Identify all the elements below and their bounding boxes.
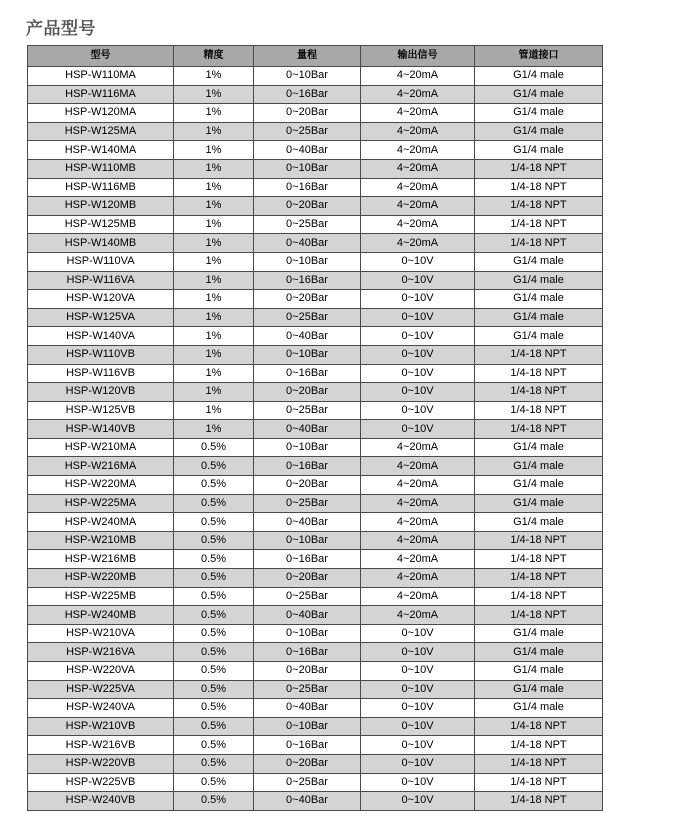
- cell-pipe-connection: 1/4-18 NPT: [475, 420, 603, 439]
- cell-model: HSP-W220VB: [28, 754, 174, 773]
- cell-model: HSP-W125MA: [28, 122, 174, 141]
- cell-model: HSP-W140VA: [28, 327, 174, 346]
- cell-pipe-connection: G1/4 male: [475, 680, 603, 699]
- table-row: [28, 345, 603, 364]
- table-row: [28, 624, 603, 643]
- cell-model: HSP-W240VA: [28, 699, 174, 718]
- cell-pipe-connection: G1/4 male: [475, 104, 603, 123]
- page-title: 产品型号: [26, 19, 96, 39]
- cell-accuracy: 0.5%: [174, 680, 254, 699]
- cell-output-signal: 4~20mA: [361, 159, 475, 178]
- cell-accuracy: 1%: [174, 271, 254, 290]
- cell-output-signal: 4~20mA: [361, 531, 475, 550]
- cell-range: 0~20Bar: [254, 662, 361, 681]
- table-row: [28, 383, 603, 402]
- cell-range: 0~16Bar: [254, 457, 361, 476]
- cell-model: HSP-W110MA: [28, 67, 174, 86]
- cell-accuracy: 1%: [174, 420, 254, 439]
- cell-range: 0~40Bar: [254, 141, 361, 160]
- product-model-table: [27, 45, 603, 811]
- cell-output-signal: 0~10V: [361, 754, 475, 773]
- cell-accuracy: 1%: [174, 345, 254, 364]
- cell-range: 0~10Bar: [254, 67, 361, 86]
- cell-range: 0~20Bar: [254, 290, 361, 309]
- cell-pipe-connection: 1/4-18 NPT: [475, 364, 603, 383]
- cell-model: HSP-W225VA: [28, 680, 174, 699]
- cell-accuracy: 0.5%: [174, 550, 254, 569]
- cell-pipe-connection: 1/4-18 NPT: [475, 736, 603, 755]
- cell-accuracy: 1%: [174, 85, 254, 104]
- cell-pipe-connection: G1/4 male: [475, 67, 603, 86]
- cell-pipe-connection: 1/4-18 NPT: [475, 345, 603, 364]
- header-model: 型号: [28, 46, 174, 67]
- cell-model: HSP-W216VB: [28, 736, 174, 755]
- table-row: [28, 699, 603, 718]
- cell-range: 0~20Bar: [254, 754, 361, 773]
- table-row: [28, 178, 603, 197]
- cell-range: 0~25Bar: [254, 401, 361, 420]
- cell-range: 0~20Bar: [254, 476, 361, 495]
- table-row: [28, 308, 603, 327]
- cell-model: HSP-W125VB: [28, 401, 174, 420]
- cell-model: HSP-W125VA: [28, 308, 174, 327]
- cell-range: 0~25Bar: [254, 494, 361, 513]
- table-row: [28, 513, 603, 532]
- cell-model: HSP-W120MA: [28, 104, 174, 123]
- cell-output-signal: 4~20mA: [361, 457, 475, 476]
- cell-pipe-connection: 1/4-18 NPT: [475, 197, 603, 216]
- cell-pipe-connection: G1/4 male: [475, 513, 603, 532]
- cell-accuracy: 1%: [174, 141, 254, 160]
- table-row: [28, 569, 603, 588]
- cell-pipe-connection: G1/4 male: [475, 308, 603, 327]
- cell-model: HSP-W225MB: [28, 587, 174, 606]
- table-row: [28, 197, 603, 216]
- cell-pipe-connection: 1/4-18 NPT: [475, 606, 603, 625]
- cell-output-signal: 4~20mA: [361, 197, 475, 216]
- cell-model: HSP-W240VB: [28, 792, 174, 811]
- header-range: 量程: [254, 46, 361, 67]
- cell-output-signal: 4~20mA: [361, 494, 475, 513]
- cell-accuracy: 0.5%: [174, 754, 254, 773]
- cell-range: 0~10Bar: [254, 159, 361, 178]
- cell-accuracy: 1%: [174, 122, 254, 141]
- table-row: [28, 494, 603, 513]
- cell-output-signal: 0~10V: [361, 792, 475, 811]
- cell-output-signal: 4~20mA: [361, 122, 475, 141]
- cell-model: HSP-W116VA: [28, 271, 174, 290]
- table-row: [28, 85, 603, 104]
- cell-output-signal: 0~10V: [361, 383, 475, 402]
- cell-output-signal: 0~10V: [361, 680, 475, 699]
- cell-pipe-connection: 1/4-18 NPT: [475, 401, 603, 420]
- table-row: [28, 717, 603, 736]
- cell-model: HSP-W110VB: [28, 345, 174, 364]
- cell-accuracy: 0.5%: [174, 569, 254, 588]
- cell-pipe-connection: G1/4 male: [475, 122, 603, 141]
- cell-output-signal: 0~10V: [361, 699, 475, 718]
- table-row: [28, 104, 603, 123]
- cell-output-signal: 0~10V: [361, 717, 475, 736]
- cell-range: 0~25Bar: [254, 215, 361, 234]
- cell-pipe-connection: 1/4-18 NPT: [475, 215, 603, 234]
- cell-model: HSP-W240MB: [28, 606, 174, 625]
- cell-model: HSP-W220MB: [28, 569, 174, 588]
- table-row: [28, 587, 603, 606]
- cell-range: 0~25Bar: [254, 122, 361, 141]
- table-row: [28, 327, 603, 346]
- cell-model: HSP-W210VA: [28, 624, 174, 643]
- table-row: [28, 643, 603, 662]
- table-row: [28, 122, 603, 141]
- cell-pipe-connection: G1/4 male: [475, 457, 603, 476]
- cell-pipe-connection: 1/4-18 NPT: [475, 587, 603, 606]
- cell-pipe-connection: G1/4 male: [475, 494, 603, 513]
- cell-range: 0~20Bar: [254, 383, 361, 402]
- table-row: [28, 754, 603, 773]
- cell-output-signal: 4~20mA: [361, 104, 475, 123]
- cell-output-signal: 4~20mA: [361, 550, 475, 569]
- cell-accuracy: 0.5%: [174, 624, 254, 643]
- cell-output-signal: 4~20mA: [361, 178, 475, 197]
- cell-accuracy: 1%: [174, 67, 254, 86]
- cell-range: 0~25Bar: [254, 680, 361, 699]
- cell-accuracy: 0.5%: [174, 438, 254, 457]
- header-row: [28, 46, 603, 67]
- cell-accuracy: 0.5%: [174, 513, 254, 532]
- cell-range: 0~20Bar: [254, 569, 361, 588]
- cell-range: 0~40Bar: [254, 234, 361, 253]
- header-accuracy: 精度: [174, 46, 254, 67]
- cell-model: HSP-W240MA: [28, 513, 174, 532]
- cell-range: 0~10Bar: [254, 345, 361, 364]
- cell-output-signal: 0~10V: [361, 643, 475, 662]
- table-row: [28, 420, 603, 439]
- cell-pipe-connection: 1/4-18 NPT: [475, 383, 603, 402]
- cell-output-signal: 0~10V: [361, 420, 475, 439]
- table-row: [28, 550, 603, 569]
- cell-pipe-connection: G1/4 male: [475, 327, 603, 346]
- cell-model: HSP-W220MA: [28, 476, 174, 495]
- cell-pipe-connection: G1/4 male: [475, 290, 603, 309]
- cell-output-signal: 0~10V: [361, 624, 475, 643]
- cell-accuracy: 1%: [174, 197, 254, 216]
- header-output-signal: 输出信号: [361, 46, 475, 67]
- cell-pipe-connection: 1/4-18 NPT: [475, 569, 603, 588]
- cell-range: 0~40Bar: [254, 327, 361, 346]
- cell-model: HSP-W120MB: [28, 197, 174, 216]
- cell-range: 0~16Bar: [254, 736, 361, 755]
- cell-output-signal: 0~10V: [361, 345, 475, 364]
- cell-pipe-connection: 1/4-18 NPT: [475, 178, 603, 197]
- cell-model: HSP-W140MB: [28, 234, 174, 253]
- table-row: [28, 438, 603, 457]
- cell-pipe-connection: G1/4 male: [475, 643, 603, 662]
- table-row: [28, 792, 603, 811]
- cell-output-signal: 4~20mA: [361, 215, 475, 234]
- cell-pipe-connection: G1/4 male: [475, 141, 603, 160]
- table-row: [28, 364, 603, 383]
- cell-output-signal: 4~20mA: [361, 438, 475, 457]
- cell-model: HSP-W140VB: [28, 420, 174, 439]
- cell-model: HSP-W225VB: [28, 773, 174, 792]
- cell-accuracy: 1%: [174, 178, 254, 197]
- cell-output-signal: 4~20mA: [361, 587, 475, 606]
- cell-pipe-connection: G1/4 male: [475, 624, 603, 643]
- cell-pipe-connection: 1/4-18 NPT: [475, 754, 603, 773]
- cell-model: HSP-W220VA: [28, 662, 174, 681]
- cell-range: 0~16Bar: [254, 643, 361, 662]
- cell-accuracy: 0.5%: [174, 662, 254, 681]
- cell-model: HSP-W216VA: [28, 643, 174, 662]
- cell-range: 0~40Bar: [254, 420, 361, 439]
- table-row: [28, 234, 603, 253]
- cell-pipe-connection: 1/4-18 NPT: [475, 159, 603, 178]
- cell-accuracy: 1%: [174, 215, 254, 234]
- cell-range: 0~40Bar: [254, 513, 361, 532]
- cell-range: 0~20Bar: [254, 104, 361, 123]
- cell-output-signal: 0~10V: [361, 364, 475, 383]
- cell-model: HSP-W116MB: [28, 178, 174, 197]
- cell-pipe-connection: G1/4 male: [475, 476, 603, 495]
- table-row: [28, 252, 603, 271]
- cell-model: HSP-W216MB: [28, 550, 174, 569]
- cell-model: HSP-W210MA: [28, 438, 174, 457]
- cell-model: HSP-W110VA: [28, 252, 174, 271]
- cell-model: HSP-W116VB: [28, 364, 174, 383]
- cell-accuracy: 0.5%: [174, 717, 254, 736]
- cell-model: HSP-W225MA: [28, 494, 174, 513]
- cell-accuracy: 0.5%: [174, 494, 254, 513]
- table-row: [28, 290, 603, 309]
- table-row: [28, 606, 603, 625]
- cell-range: 0~25Bar: [254, 308, 361, 327]
- cell-pipe-connection: 1/4-18 NPT: [475, 531, 603, 550]
- cell-output-signal: 0~10V: [361, 736, 475, 755]
- cell-output-signal: 4~20mA: [361, 513, 475, 532]
- cell-pipe-connection: 1/4-18 NPT: [475, 550, 603, 569]
- cell-pipe-connection: G1/4 male: [475, 438, 603, 457]
- cell-range: 0~10Bar: [254, 624, 361, 643]
- cell-accuracy: 0.5%: [174, 587, 254, 606]
- table-row: [28, 67, 603, 86]
- cell-accuracy: 1%: [174, 364, 254, 383]
- cell-output-signal: 0~10V: [361, 271, 475, 290]
- cell-range: 0~16Bar: [254, 178, 361, 197]
- cell-output-signal: 0~10V: [361, 773, 475, 792]
- cell-range: 0~25Bar: [254, 773, 361, 792]
- cell-accuracy: 0.5%: [174, 736, 254, 755]
- cell-accuracy: 1%: [174, 401, 254, 420]
- cell-model: HSP-W120VB: [28, 383, 174, 402]
- cell-pipe-connection: G1/4 male: [475, 271, 603, 290]
- table-row: [28, 662, 603, 681]
- header-pipe-connection: 管道接口: [475, 46, 603, 67]
- cell-model: HSP-W216MA: [28, 457, 174, 476]
- table-row: [28, 141, 603, 160]
- cell-accuracy: 1%: [174, 290, 254, 309]
- cell-model: HSP-W210VB: [28, 717, 174, 736]
- cell-range: 0~40Bar: [254, 699, 361, 718]
- cell-output-signal: 4~20mA: [361, 234, 475, 253]
- cell-output-signal: 4~20mA: [361, 606, 475, 625]
- table-body: [28, 67, 603, 811]
- cell-output-signal: 0~10V: [361, 662, 475, 681]
- table-header: [28, 46, 603, 67]
- table-row: [28, 773, 603, 792]
- cell-accuracy: 1%: [174, 159, 254, 178]
- cell-accuracy: 1%: [174, 327, 254, 346]
- cell-range: 0~40Bar: [254, 606, 361, 625]
- cell-output-signal: 0~10V: [361, 327, 475, 346]
- table-row: [28, 736, 603, 755]
- cell-output-signal: 0~10V: [361, 290, 475, 309]
- cell-model: HSP-W140MA: [28, 141, 174, 160]
- cell-accuracy: 0.5%: [174, 792, 254, 811]
- cell-range: 0~16Bar: [254, 85, 361, 104]
- cell-range: 0~10Bar: [254, 438, 361, 457]
- cell-accuracy: 0.5%: [174, 606, 254, 625]
- cell-output-signal: 4~20mA: [361, 569, 475, 588]
- cell-accuracy: 0.5%: [174, 457, 254, 476]
- cell-model: HSP-W110MB: [28, 159, 174, 178]
- cell-model: HSP-W210MB: [28, 531, 174, 550]
- cell-output-signal: 4~20mA: [361, 476, 475, 495]
- cell-output-signal: 0~10V: [361, 308, 475, 327]
- cell-accuracy: 1%: [174, 252, 254, 271]
- table-row: [28, 476, 603, 495]
- cell-output-signal: 4~20mA: [361, 141, 475, 160]
- cell-range: 0~10Bar: [254, 531, 361, 550]
- cell-model: HSP-W125MB: [28, 215, 174, 234]
- cell-pipe-connection: G1/4 male: [475, 699, 603, 718]
- cell-range: 0~25Bar: [254, 587, 361, 606]
- table-row: [28, 680, 603, 699]
- cell-accuracy: 0.5%: [174, 699, 254, 718]
- cell-range: 0~16Bar: [254, 364, 361, 383]
- cell-pipe-connection: 1/4-18 NPT: [475, 773, 603, 792]
- cell-pipe-connection: G1/4 male: [475, 85, 603, 104]
- cell-accuracy: 1%: [174, 234, 254, 253]
- cell-output-signal: 4~20mA: [361, 67, 475, 86]
- cell-pipe-connection: 1/4-18 NPT: [475, 792, 603, 811]
- cell-pipe-connection: 1/4-18 NPT: [475, 717, 603, 736]
- cell-output-signal: 4~20mA: [361, 85, 475, 104]
- table-row: [28, 401, 603, 420]
- table-row: [28, 159, 603, 178]
- cell-range: 0~20Bar: [254, 197, 361, 216]
- cell-accuracy: 0.5%: [174, 773, 254, 792]
- table-row: [28, 215, 603, 234]
- cell-output-signal: 0~10V: [361, 401, 475, 420]
- table-row: [28, 457, 603, 476]
- cell-model: HSP-W120VA: [28, 290, 174, 309]
- cell-range: 0~10Bar: [254, 717, 361, 736]
- table-row: [28, 531, 603, 550]
- cell-range: 0~10Bar: [254, 252, 361, 271]
- cell-accuracy: 0.5%: [174, 476, 254, 495]
- cell-model: HSP-W116MA: [28, 85, 174, 104]
- cell-range: 0~16Bar: [254, 271, 361, 290]
- cell-accuracy: 1%: [174, 383, 254, 402]
- cell-output-signal: 0~10V: [361, 252, 475, 271]
- cell-pipe-connection: G1/4 male: [475, 252, 603, 271]
- cell-pipe-connection: G1/4 male: [475, 662, 603, 681]
- table-row: [28, 271, 603, 290]
- cell-pipe-connection: 1/4-18 NPT: [475, 234, 603, 253]
- cell-range: 0~40Bar: [254, 792, 361, 811]
- cell-accuracy: 1%: [174, 308, 254, 327]
- cell-range: 0~16Bar: [254, 550, 361, 569]
- cell-accuracy: 0.5%: [174, 643, 254, 662]
- cell-accuracy: 1%: [174, 104, 254, 123]
- cell-accuracy: 0.5%: [174, 531, 254, 550]
